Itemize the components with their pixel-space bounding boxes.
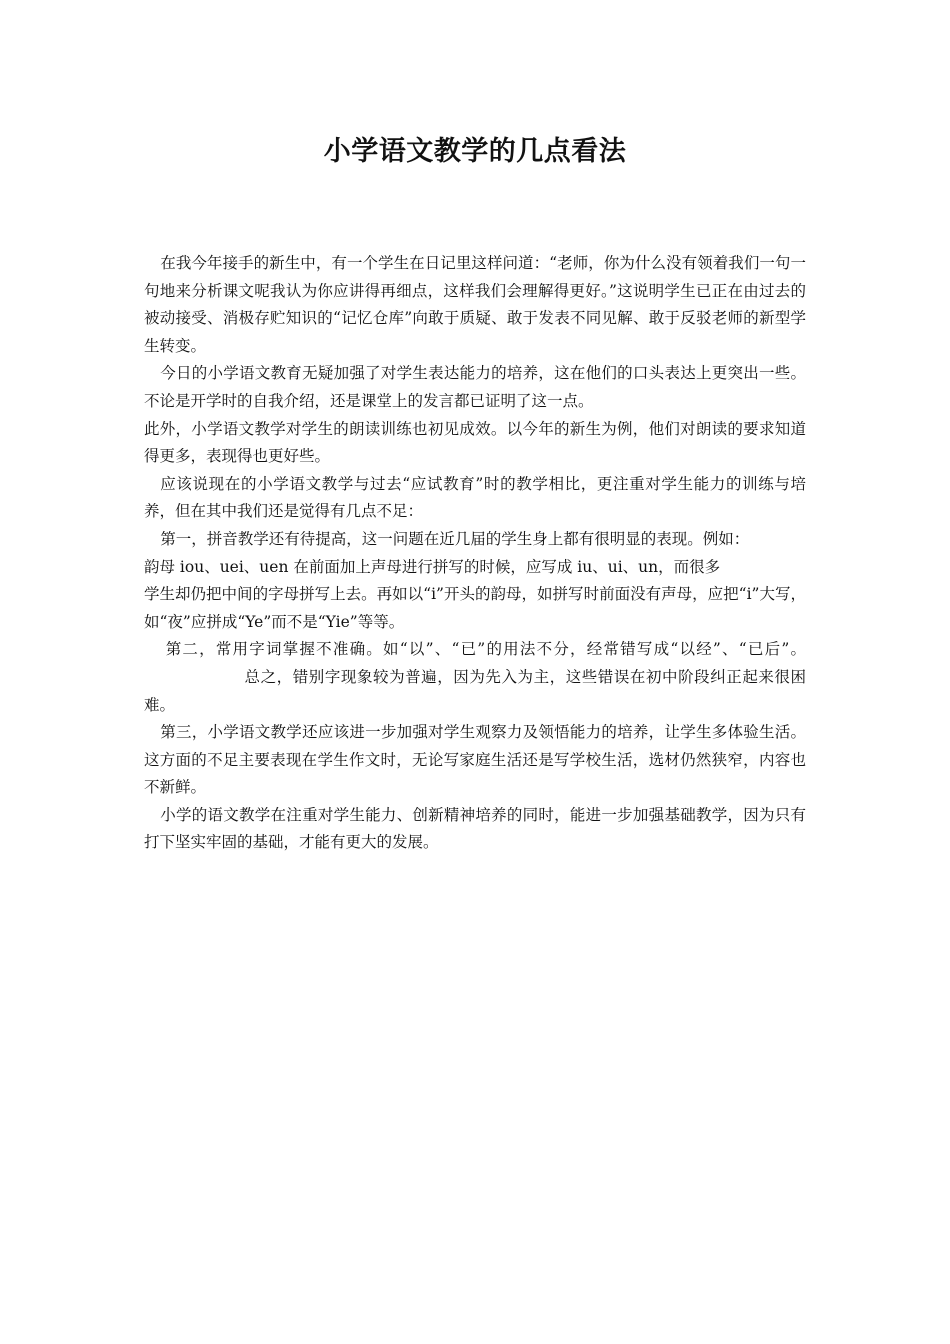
paragraph-6-part-2: 总之，错别字现象较为普遍，因为先入为主，这些错误在初中阶段纠正起来很困难。 [144, 667, 806, 714]
paragraph-6-part-1: 第二，常用字词掌握不准确。如“以”、“已”的用法不分，经常错写成“以经”、“已后”。 [165, 640, 806, 659]
paragraph-7: 第三，小学语文教学还应该进一步加强对学生观察力及领悟能力的培养，让学生多体验生活。这方面的不足主要表现在学生作文时，无论写家庭生活还是写学校生活，选材仍然狭窄，内容也不新鲜。 [144, 723, 806, 797]
paragraph-8: 小学的语文教学在注重对学生能力、创新精神培养的同时，能进一步加强基础教学，因为只有打下坚实牢固的基础，才能有更大的发展。 [144, 805, 806, 852]
document-title: 小学语文教学的几点看法 [323, 136, 627, 167]
paragraph-2: 今日的小学语文教育无疑加强了对学生表达能力的培养，这在他们的口头表达上更突出一些。不论是开学时的自我介绍，还是课堂上的发言都已证明了这一点。 [144, 364, 806, 410]
paragraph-1: 在我今年接手的新生中，有一个学生在日记里这样问道：“老师，你为什么没有领着我们一句一句地来分析课文呢我认为你应讲得再细点，这样我们会理解得更好。”这说明学生已正在由过去的被动接受、消极存贮知识的“记忆仓库”向敢于质疑、敢于发表不同见解、敢于反驳老师的新型学生转变。 [144, 254, 806, 355]
paragraph-5 [144, 526, 806, 636]
paragraph-4: 应该说现在的小学语文教学与过去“应试教育”时的教学相比，更注重对学生能力的训练与培养，但在其中我们还是觉得有几点不足： [144, 474, 806, 521]
paragraph-6 [144, 636, 806, 719]
paragraph-5-line-2: 韵母 iou、uei、uen 在前面加上声母进行拼写的时候，应写成 iu、ui、un，而很多 [144, 557, 721, 576]
paragraph-5-line-3: 学生却仍把中间的字母拼写上去。再如以“i”开头的韵母，如拼写时前面没有声母，应把“i”大写，如“夜”应拼成“Ye”而不是“Yie”等等。 [144, 585, 806, 631]
paragraph-3: 此外，小学语文教学对学生的朗读训练也初见成效。以今年的新生为例，他们对朗读的要求知道得更多，表现得也更好些。 [144, 419, 806, 466]
document-body [144, 250, 806, 857]
paragraph-5-line-1: 第一，拼音教学还有待提高，这一问题在近几届的学生身上都有很明显的表现。例如： [160, 529, 750, 548]
